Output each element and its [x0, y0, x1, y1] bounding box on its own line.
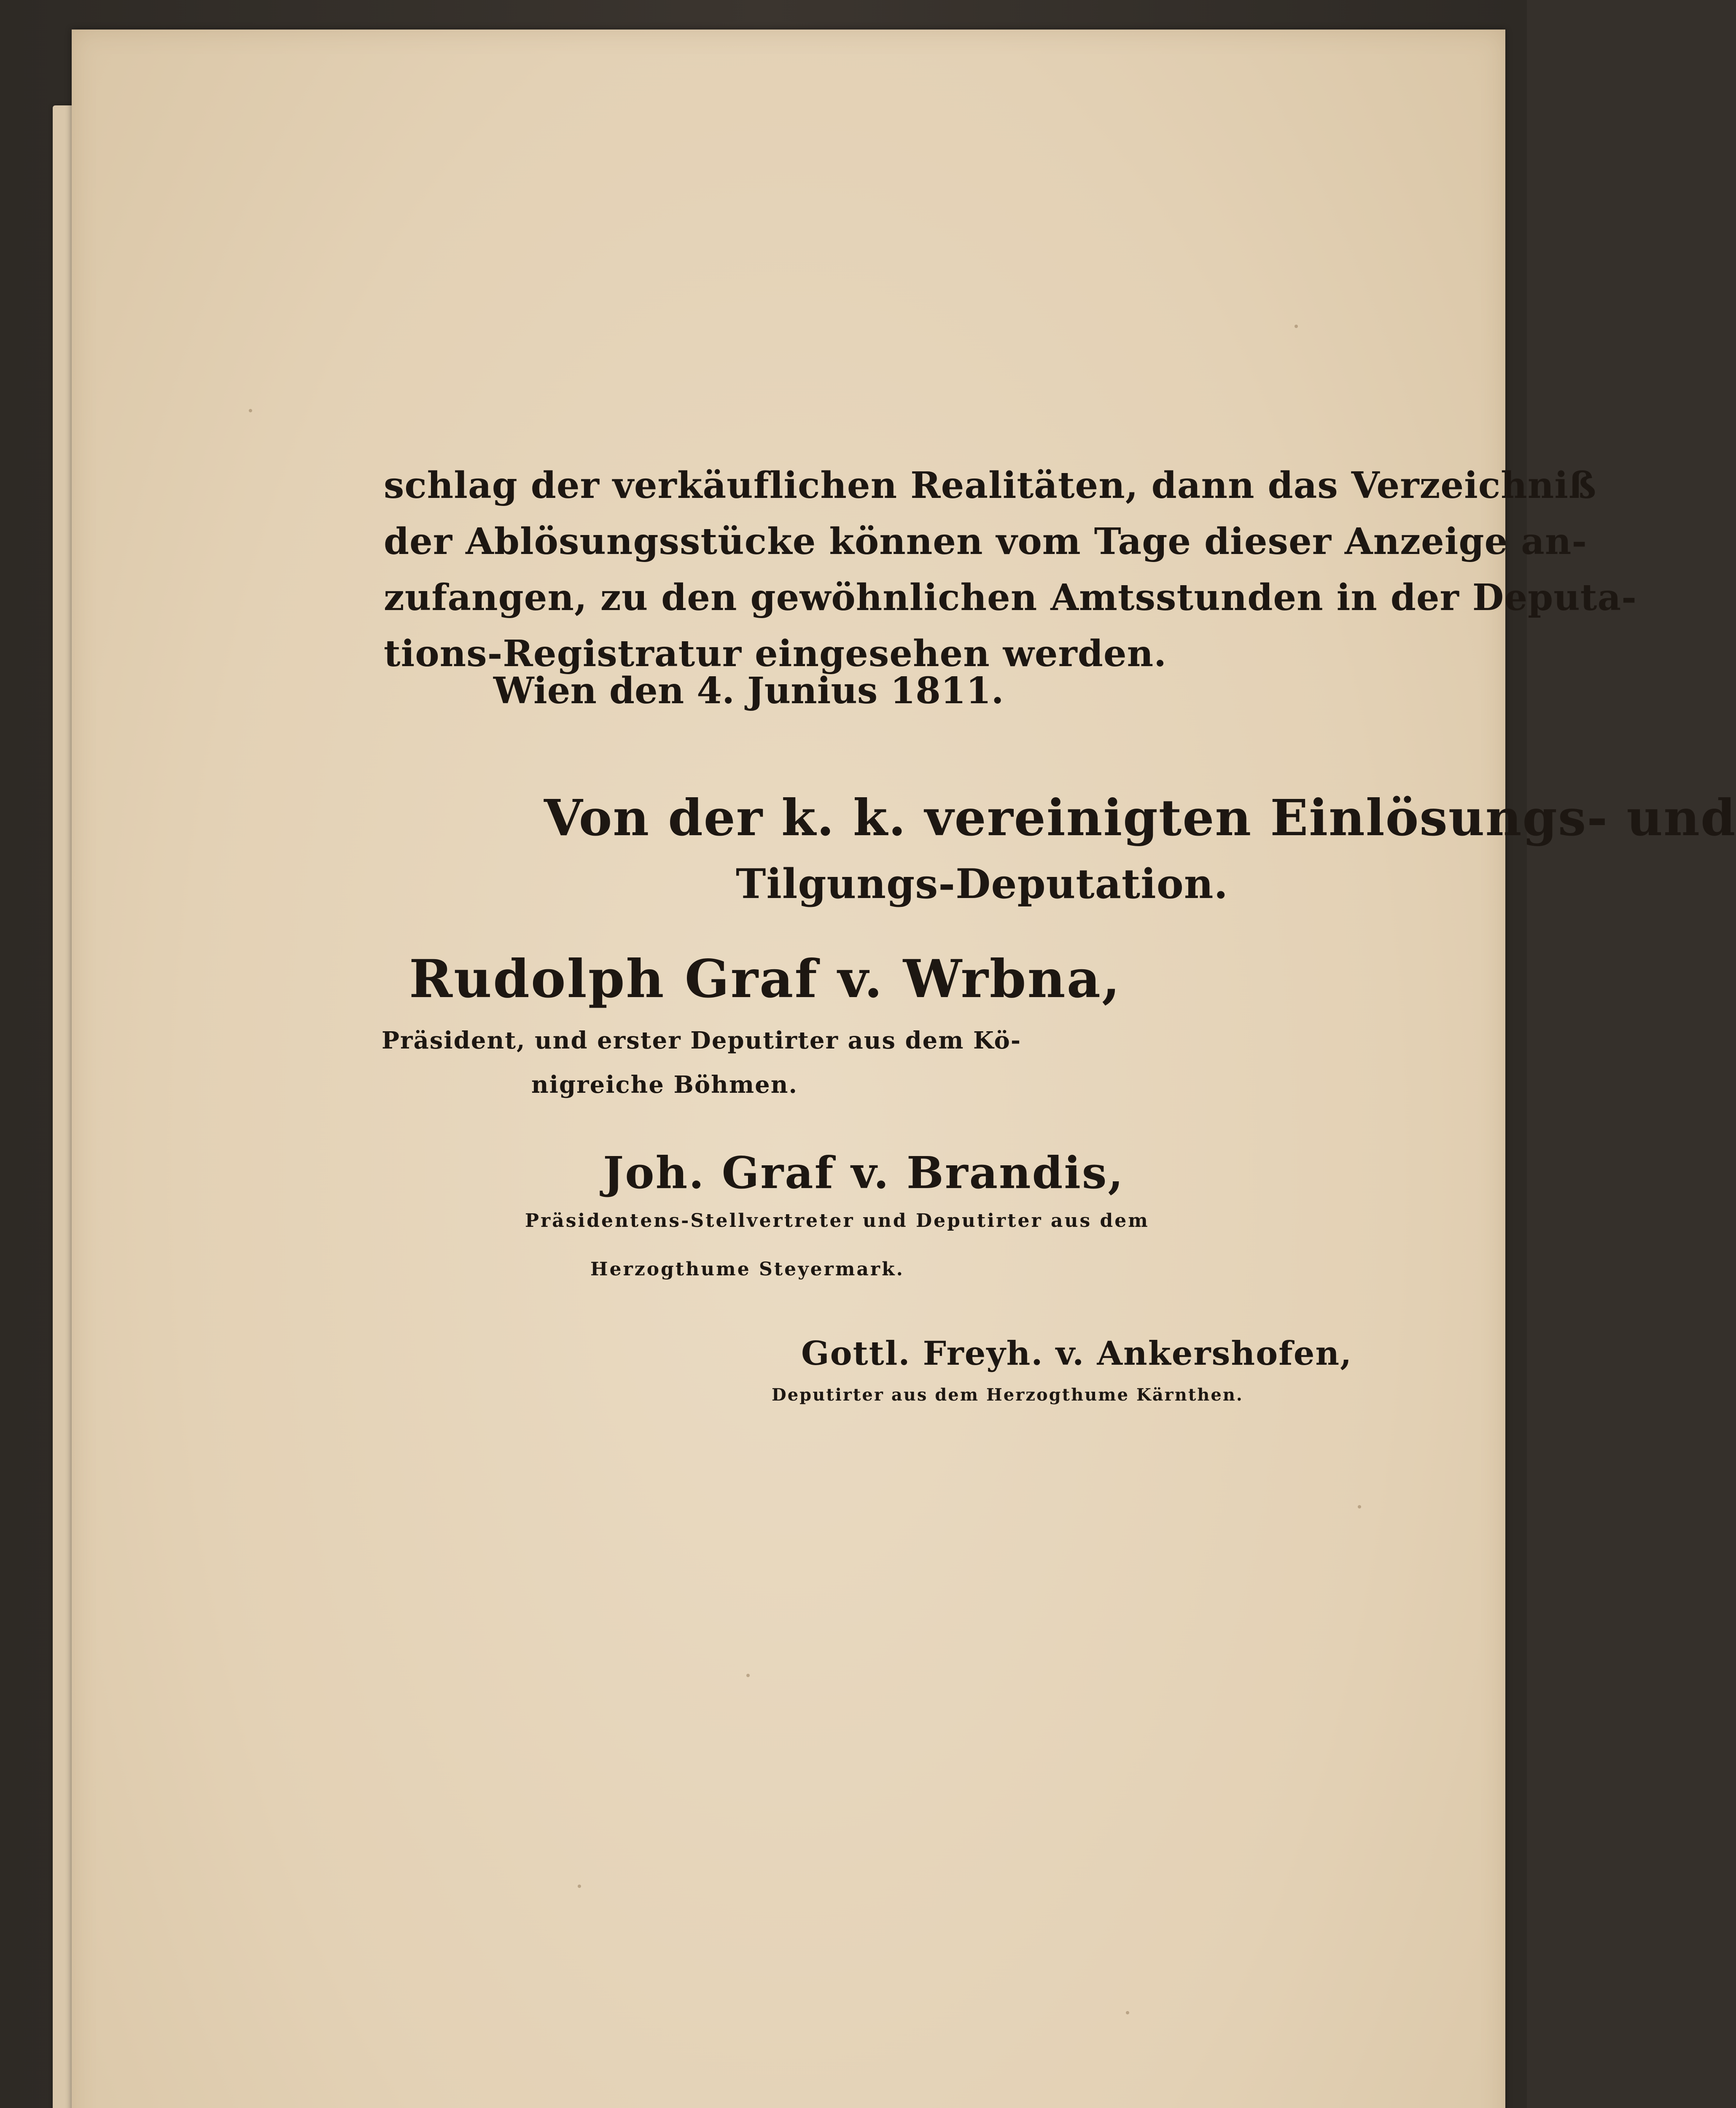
document-page: [72, 30, 1637, 2108]
issuer-line-2: Tilgungs-Deputation.: [736, 860, 1228, 908]
signatory-name-brandis: Joh. Graf v. Brandis,: [603, 1147, 1125, 1199]
paragraph-line: zufangen, zu den gewöhnlichen Amtsstunden in der Deputa-: [384, 576, 1637, 619]
signatory-name-wrbna: Rudolph Graf v. Wrbna,: [409, 949, 1122, 1010]
signatory-title-line: Deputirter aus dem Herzogthume Kärnthen.: [772, 1385, 1243, 1405]
signatory-name-ankershofen: Gottl. Freyh. v. Ankershofen,: [801, 1334, 1353, 1373]
paragraph-line: schlag der verkäuflichen Realitäten, dann das Verzeichniß: [384, 464, 1597, 507]
signatory-title-line: nigreiche Böhmen.: [531, 1071, 798, 1099]
signatory-title-line: Präsident, und erster Deputirter aus dem Kö-: [382, 1027, 1022, 1054]
signatory-title-line: Präsidentens-Stellvertreter und Deputirter aus dem: [525, 1210, 1149, 1231]
signatory-title-line: Herzogthume Steyermark.: [590, 1258, 904, 1280]
body-paragraph: [384, 457, 1637, 682]
dateline: Wien den 4. Junius 1811.: [493, 670, 1004, 712]
paragraph-line: der Ablösungsstücke können vom Tage dieser Anzeige an-: [384, 520, 1588, 563]
issuer-line-1: Von der k. k. vereinigten Einlösungs- und: [544, 788, 1736, 847]
paragraph-line: tions-Registratur eingesehen werden.: [384, 632, 1167, 675]
